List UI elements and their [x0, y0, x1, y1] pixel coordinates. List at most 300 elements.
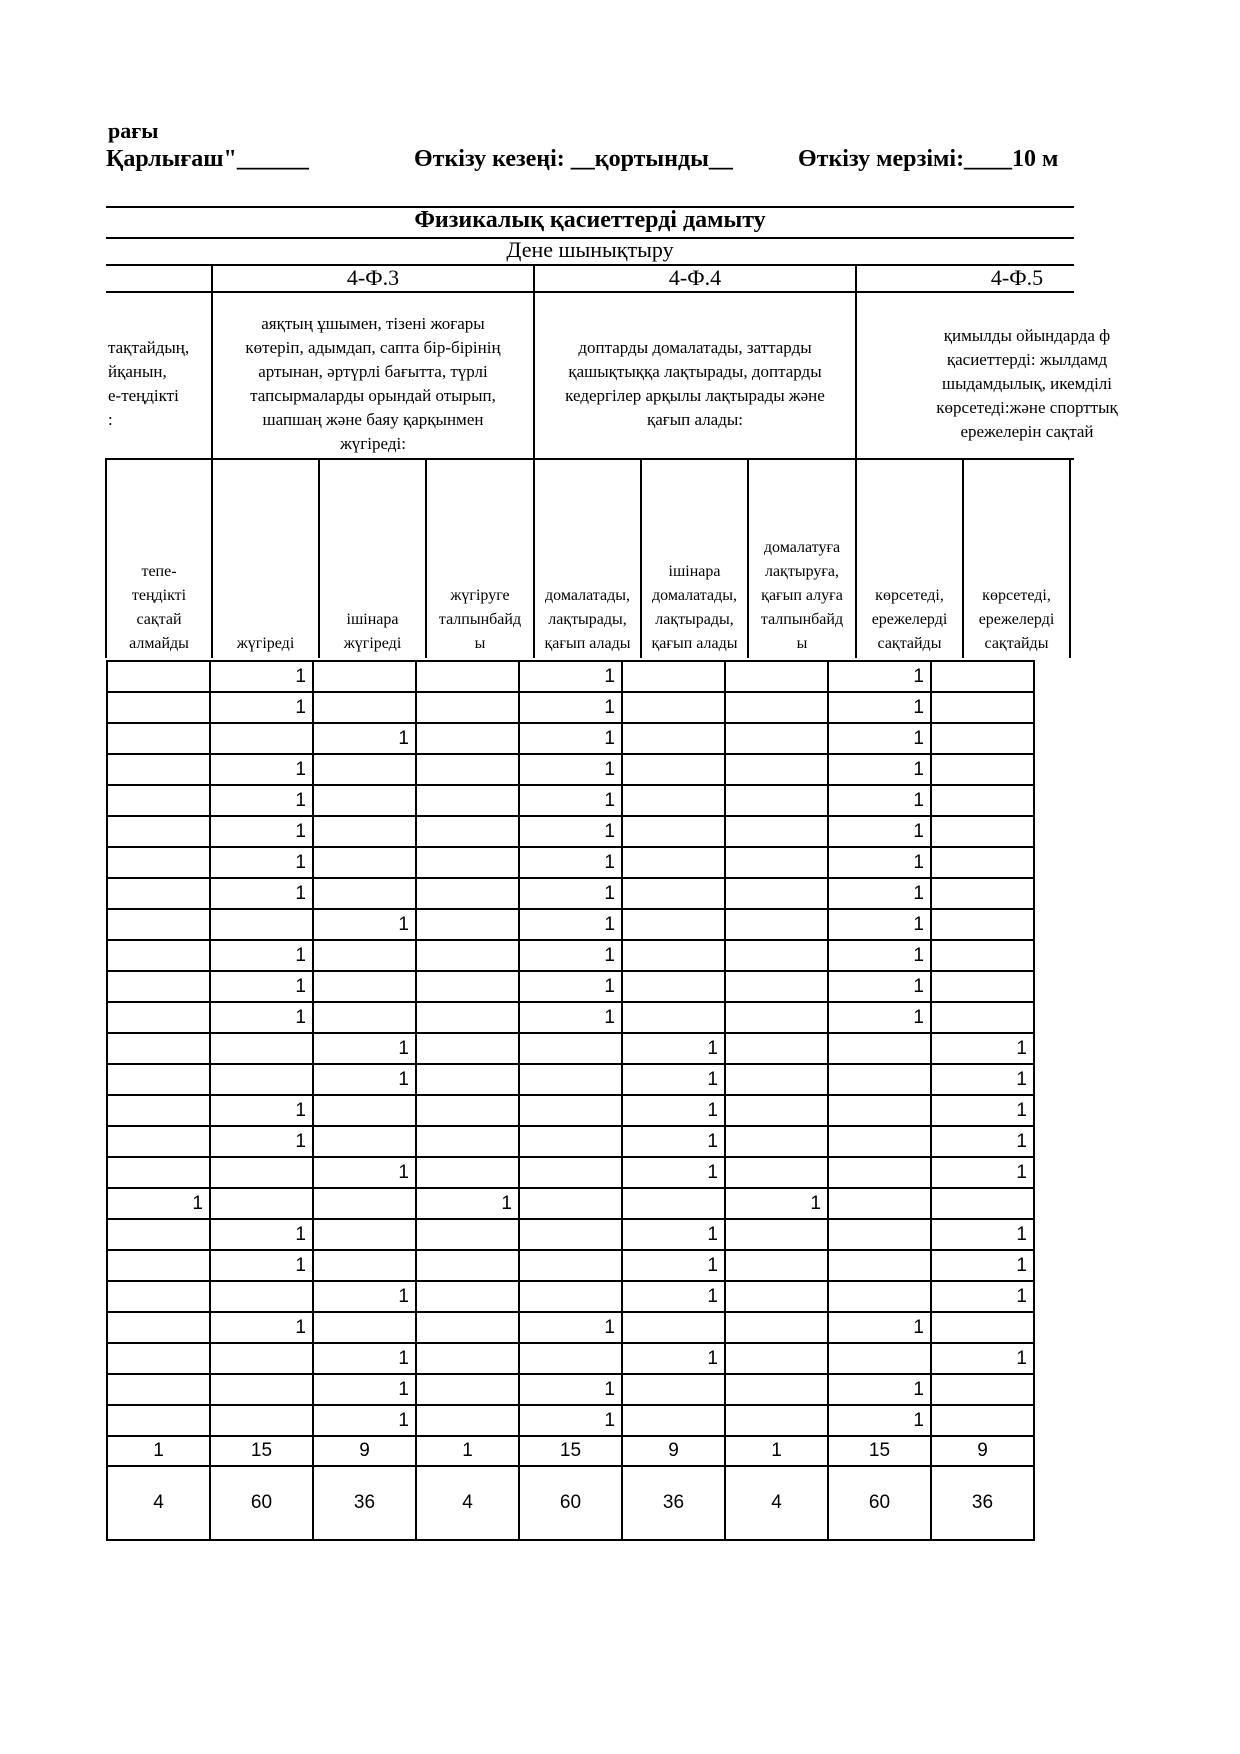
table-cell: [622, 909, 725, 940]
table-cell: 1: [107, 1436, 210, 1466]
table-cell: 15: [828, 1436, 931, 1466]
table-cell: [828, 1343, 931, 1374]
table-cell: 9: [931, 1436, 1034, 1466]
table-cell: [519, 1281, 622, 1312]
term-label: Өткізу мерзімі:____10 м: [798, 146, 1059, 172]
table-cell: 1: [622, 1095, 725, 1126]
table-cell: 1: [622, 1157, 725, 1188]
table-cell: [622, 1374, 725, 1405]
table-cell: [416, 1064, 519, 1095]
colhead-line: домалатады,: [545, 587, 630, 604]
table-cell: [107, 971, 210, 1002]
table-cell: [931, 661, 1034, 692]
table-cell: [622, 1312, 725, 1343]
table-row: [107, 1219, 1034, 1250]
table-cell: 1: [931, 1095, 1034, 1126]
table-cell: 1: [828, 1405, 931, 1436]
colhead-line: ы: [474, 635, 486, 652]
table-cell: [107, 661, 210, 692]
table-cell: 1: [313, 1374, 416, 1405]
table-cell: 1: [519, 661, 622, 692]
table-cell: [622, 754, 725, 785]
table-cell: 1: [416, 1436, 519, 1466]
table-row: [107, 847, 1034, 878]
table-cell: 1: [210, 661, 313, 692]
desc-line: шыдамдылық, икемділі: [941, 374, 1113, 393]
table-cell: 9: [622, 1436, 725, 1466]
table-row: [107, 878, 1034, 909]
table-cell: [931, 692, 1034, 723]
table-cell: [107, 878, 210, 909]
section-subtitle: Дене шынықтыру: [506, 237, 674, 262]
colhead-line: көрсетеді,: [982, 587, 1051, 604]
table-cell: [828, 1219, 931, 1250]
desc-line: аяқтың ұшымен, тізені жоғары: [261, 314, 485, 333]
table-row: [107, 1343, 1034, 1374]
table-cell: [313, 1219, 416, 1250]
table-cell: 1: [210, 1002, 313, 1033]
table-cell: [519, 1219, 622, 1250]
table-cell: [416, 1002, 519, 1033]
table-cell: [725, 1033, 828, 1064]
table-cell: 60: [519, 1466, 622, 1540]
desc-line: доптарды домалатады, заттарды: [578, 338, 812, 357]
table-cell: 1: [828, 692, 931, 723]
table-cell: [313, 692, 416, 723]
colhead-border: [1069, 458, 1071, 658]
table-cell: [313, 1312, 416, 1343]
table-cell: 1: [828, 1312, 931, 1343]
table-cell: [931, 1312, 1034, 1343]
colhead-line: сақтайды: [984, 635, 1049, 652]
table-row: [107, 692, 1034, 723]
colhead-border: [211, 458, 213, 658]
desc-line: қашықтыққа лақтырады, доптарды: [568, 362, 822, 381]
table-row: [107, 1126, 1034, 1157]
table-cell: 1: [931, 1250, 1034, 1281]
table-cell: 1: [210, 785, 313, 816]
table-cell: [210, 1374, 313, 1405]
table-cell: 1: [210, 816, 313, 847]
table-cell: [107, 1002, 210, 1033]
table-cell: [725, 661, 828, 692]
table-cell: [313, 1002, 416, 1033]
table-cell: [210, 1033, 313, 1064]
table-cell: [210, 723, 313, 754]
table-row: [107, 1095, 1034, 1126]
description-f4: [535, 336, 855, 432]
table-cell: 1: [210, 971, 313, 1002]
colhead-line: тепе-: [141, 563, 177, 580]
table-cell: [622, 816, 725, 847]
table-cell: [416, 878, 519, 909]
table-cell: [416, 1374, 519, 1405]
table-cell: [622, 1405, 725, 1436]
table-cell: 1: [519, 1312, 622, 1343]
table-cell: [416, 1405, 519, 1436]
colhead-0: [107, 560, 211, 656]
colhead-2: [320, 608, 425, 656]
rule-colhead-top: [106, 458, 1074, 460]
colhead-line: ережелерді: [978, 611, 1055, 628]
description-f3: [213, 312, 533, 456]
colhead-line: қағып алады: [651, 635, 738, 652]
table-cell: [519, 1064, 622, 1095]
table-cell: [725, 1157, 828, 1188]
table-row: [107, 1157, 1034, 1188]
colhead-line: жүгіреді: [343, 635, 402, 652]
table-cell: [107, 847, 210, 878]
table-cell: 1: [828, 816, 931, 847]
table-cell: [725, 878, 828, 909]
period-label: Өткізу кезеңі: __қортынды__: [414, 146, 733, 172]
table-cell: [725, 909, 828, 940]
table-cell: [828, 1095, 931, 1126]
table-cell: 15: [210, 1436, 313, 1466]
colhead-1: [213, 632, 318, 656]
table-cell: 1: [313, 1281, 416, 1312]
description-partial-left: [60, 336, 210, 432]
table-row: [107, 1033, 1034, 1064]
table-cell: 1: [931, 1281, 1034, 1312]
table-cell: [519, 1343, 622, 1374]
totals-row: [107, 1436, 1034, 1466]
table-cell: [107, 754, 210, 785]
table-cell: [313, 661, 416, 692]
table-cell: [931, 847, 1034, 878]
table-cell: 1: [210, 1250, 313, 1281]
table-cell: 1: [622, 1033, 725, 1064]
desc-line: көтеріп, адымдап, сапта бір-бірінің: [245, 338, 501, 357]
desc-line: қимылды ойындарда ф: [943, 326, 1111, 345]
table-cell: 1: [210, 940, 313, 971]
table-cell: 1: [519, 1374, 622, 1405]
colhead-line: көрсетеді,: [875, 587, 944, 604]
table-cell: [931, 971, 1034, 1002]
colhead-3: [427, 584, 533, 656]
table-cell: 1: [931, 1219, 1034, 1250]
table-cell: [210, 909, 313, 940]
table-cell: [622, 692, 725, 723]
colhead-line: ы: [796, 635, 808, 652]
table-cell: 1: [313, 723, 416, 754]
table-cell: [622, 785, 725, 816]
table-cell: [828, 1064, 931, 1095]
table-cell: [107, 816, 210, 847]
colhead-line: талпынбайд: [438, 611, 522, 628]
table-cell: [416, 1281, 519, 1312]
code-f3: 4-Ф.3: [346, 265, 400, 290]
table-cell: [210, 1405, 313, 1436]
colhead-line: ережелерді: [871, 611, 948, 628]
table-cell: [107, 1126, 210, 1157]
table-cell: 9: [313, 1436, 416, 1466]
table-cell: 1: [828, 878, 931, 909]
table-cell: 1: [210, 1095, 313, 1126]
table-cell: 1: [519, 971, 622, 1002]
table-cell: 60: [210, 1466, 313, 1540]
table-cell: 1: [828, 723, 931, 754]
table-cell: [519, 1157, 622, 1188]
table-cell: 1: [210, 1126, 313, 1157]
table-cell: [416, 723, 519, 754]
table-cell: [313, 816, 416, 847]
desc-line: жүгіреді:: [340, 434, 406, 453]
table-cell: [416, 1312, 519, 1343]
table-row: [107, 1312, 1034, 1343]
table-cell: 1: [313, 909, 416, 940]
table-row: [107, 661, 1034, 692]
table-cell: [313, 1095, 416, 1126]
table-cell: [107, 1157, 210, 1188]
table-cell: 1: [210, 878, 313, 909]
table-cell: 1: [519, 723, 622, 754]
section-title: Физикалық қасиеттерді дамыту: [414, 207, 766, 233]
table-cell: [622, 971, 725, 1002]
table-cell: [107, 1064, 210, 1095]
colhead-line: ішінара: [346, 611, 399, 628]
table-cell: [519, 1250, 622, 1281]
desc-line: :: [108, 410, 113, 429]
table-cell: 1: [931, 1343, 1034, 1374]
table-cell: [725, 692, 828, 723]
table-cell: [725, 1250, 828, 1281]
code-f4: 4-Ф.4: [668, 265, 722, 290]
group-name: Қарлығаш"______: [106, 146, 309, 172]
table-cell: 1: [828, 754, 931, 785]
colhead-line: қағып алуға: [761, 587, 843, 604]
table-cell: [107, 940, 210, 971]
table-cell: [828, 1157, 931, 1188]
table-cell: [313, 1250, 416, 1281]
table-cell: [107, 1281, 210, 1312]
table-cell: 1: [519, 816, 622, 847]
table-cell: [725, 723, 828, 754]
table-cell: 1: [210, 754, 313, 785]
code-f5: 4-Ф.5: [990, 265, 1044, 290]
table-cell: [725, 1126, 828, 1157]
table-cell: [828, 1281, 931, 1312]
table-cell: [725, 1064, 828, 1095]
table-cell: [416, 785, 519, 816]
table-cell: [107, 785, 210, 816]
table-cell: [107, 1343, 210, 1374]
table-cell: 36: [313, 1466, 416, 1540]
table-cell: 1: [828, 1002, 931, 1033]
table-cell: [519, 1188, 622, 1219]
table-cell: [725, 940, 828, 971]
table-row: [107, 1405, 1034, 1436]
desc-line: йқанын,: [108, 362, 167, 381]
table-cell: [416, 1126, 519, 1157]
table-row: [107, 1281, 1034, 1312]
table-cell: [416, 661, 519, 692]
table-cell: 1: [313, 1033, 416, 1064]
table-cell: 1: [622, 1126, 725, 1157]
table-cell: [725, 754, 828, 785]
table-cell: [622, 661, 725, 692]
table-cell: [725, 785, 828, 816]
table-cell: [931, 940, 1034, 971]
table-cell: [416, 754, 519, 785]
table-cell: [931, 909, 1034, 940]
table-cell: [622, 1188, 725, 1219]
desc-line: қағып алады:: [646, 410, 744, 429]
table-cell: [519, 1095, 622, 1126]
table-cell: 1: [416, 1188, 519, 1219]
table-cell: 1: [828, 940, 931, 971]
colhead-6: [749, 536, 855, 656]
table-cell: 1: [828, 971, 931, 1002]
table-cell: [725, 847, 828, 878]
table-cell: [931, 785, 1034, 816]
table-cell: [725, 1312, 828, 1343]
colhead-line: ішінара: [668, 563, 721, 580]
table-cell: [828, 1250, 931, 1281]
colhead-5: [642, 560, 747, 656]
table-cell: 1: [725, 1188, 828, 1219]
table-cell: [931, 1405, 1034, 1436]
colhead-line: домалатуға: [763, 539, 841, 556]
colhead-line: талпынбайд: [760, 611, 844, 628]
table-cell: [828, 1033, 931, 1064]
table-cell: [416, 847, 519, 878]
table-cell: [210, 1188, 313, 1219]
table-cell: 1: [519, 878, 622, 909]
table-cell: 1: [313, 1157, 416, 1188]
table-cell: 4: [107, 1466, 210, 1540]
table-cell: 1: [828, 785, 931, 816]
desc-line: тақтайдың,: [108, 338, 190, 357]
table-cell: [210, 1064, 313, 1095]
colhead-line: жүгіреді: [236, 635, 295, 652]
table-cell: [931, 1188, 1034, 1219]
table-cell: [622, 878, 725, 909]
table-row: [107, 754, 1034, 785]
table-cell: 1: [519, 1002, 622, 1033]
table-cell: [107, 692, 210, 723]
colhead-line: лақтыруға,: [764, 563, 840, 580]
table-cell: [828, 1188, 931, 1219]
table-cell: [622, 847, 725, 878]
table-cell: [725, 1002, 828, 1033]
table-cell: [313, 754, 416, 785]
table-cell: [416, 692, 519, 723]
results-table: [106, 660, 1035, 1541]
table-cell: [107, 1033, 210, 1064]
table-row: [107, 909, 1034, 940]
table-cell: [416, 1095, 519, 1126]
table-cell: [416, 1219, 519, 1250]
table-cell: [313, 785, 416, 816]
table-cell: [931, 1374, 1034, 1405]
table-cell: [622, 1002, 725, 1033]
table-cell: 1: [931, 1126, 1034, 1157]
desc-line: тапсырмаларды орындай отырып,: [250, 386, 496, 405]
table-row: [107, 1250, 1034, 1281]
table-cell: [107, 1312, 210, 1343]
table-row: [107, 971, 1034, 1002]
table-cell: [107, 1219, 210, 1250]
desc-line: шапшаң және баяу қарқынмен: [262, 410, 484, 429]
table-cell: 1: [828, 909, 931, 940]
table-cell: [725, 1405, 828, 1436]
table-cell: 4: [416, 1466, 519, 1540]
table-cell: [725, 816, 828, 847]
rule-codes: [106, 291, 1074, 293]
table-cell: [931, 754, 1034, 785]
table-row: [107, 1188, 1034, 1219]
table-cell: [210, 1281, 313, 1312]
table-cell: [313, 940, 416, 971]
colhead-line: жүгіруге: [450, 587, 510, 604]
table-cell: [519, 1126, 622, 1157]
table-cell: 1: [519, 692, 622, 723]
colhead-7: [857, 584, 962, 656]
table-cell: [725, 1219, 828, 1250]
table-cell: [107, 1250, 210, 1281]
table-cell: 1: [313, 1064, 416, 1095]
colhead-line: сақтай: [136, 611, 182, 628]
table-cell: 4: [725, 1466, 828, 1540]
table-cell: 1: [519, 909, 622, 940]
colhead-8: [964, 584, 1069, 656]
header-line2: [106, 146, 1072, 180]
table-cell: [519, 1033, 622, 1064]
table-row: [107, 785, 1034, 816]
table-cell: [725, 1281, 828, 1312]
desc-line: артынан, әртүрлі бағытта, түрлі: [258, 362, 488, 381]
table-cell: [416, 1157, 519, 1188]
desc-line: ережелерін сақтай: [960, 422, 1094, 441]
table-cell: [416, 1250, 519, 1281]
colhead-line: алмайды: [129, 635, 189, 652]
table-row: [107, 940, 1034, 971]
table-cell: [313, 1188, 416, 1219]
table-cell: 1: [107, 1188, 210, 1219]
table-cell: 1: [210, 847, 313, 878]
percent-row: [107, 1466, 1034, 1540]
table-cell: [828, 1126, 931, 1157]
table-cell: 1: [519, 1405, 622, 1436]
table-cell: 1: [828, 661, 931, 692]
table-row: [107, 723, 1034, 754]
table-cell: 1: [519, 847, 622, 878]
table-cell: [416, 1033, 519, 1064]
table-cell: [313, 878, 416, 909]
table-cell: [931, 816, 1034, 847]
table-cell: [725, 1095, 828, 1126]
desc-line: қасиеттерді: жылдамд: [946, 350, 1108, 369]
assessment-sheet: [0, 204, 1118, 1564]
table-cell: [313, 1126, 416, 1157]
table-cell: 1: [725, 1436, 828, 1466]
table-cell: [416, 909, 519, 940]
table-cell: [313, 971, 416, 1002]
table-cell: 1: [622, 1281, 725, 1312]
table-cell: [725, 1374, 828, 1405]
table-cell: [931, 1002, 1034, 1033]
colhead-line: теңдікті: [131, 587, 187, 604]
colhead-line: лақтырады,: [548, 611, 627, 628]
table-cell: [416, 1343, 519, 1374]
table-cell: 1: [828, 847, 931, 878]
table-cell: 1: [313, 1405, 416, 1436]
table-cell: [107, 1095, 210, 1126]
table-cell: [725, 1343, 828, 1374]
table-cell: 60: [828, 1466, 931, 1540]
table-cell: 36: [931, 1466, 1034, 1540]
